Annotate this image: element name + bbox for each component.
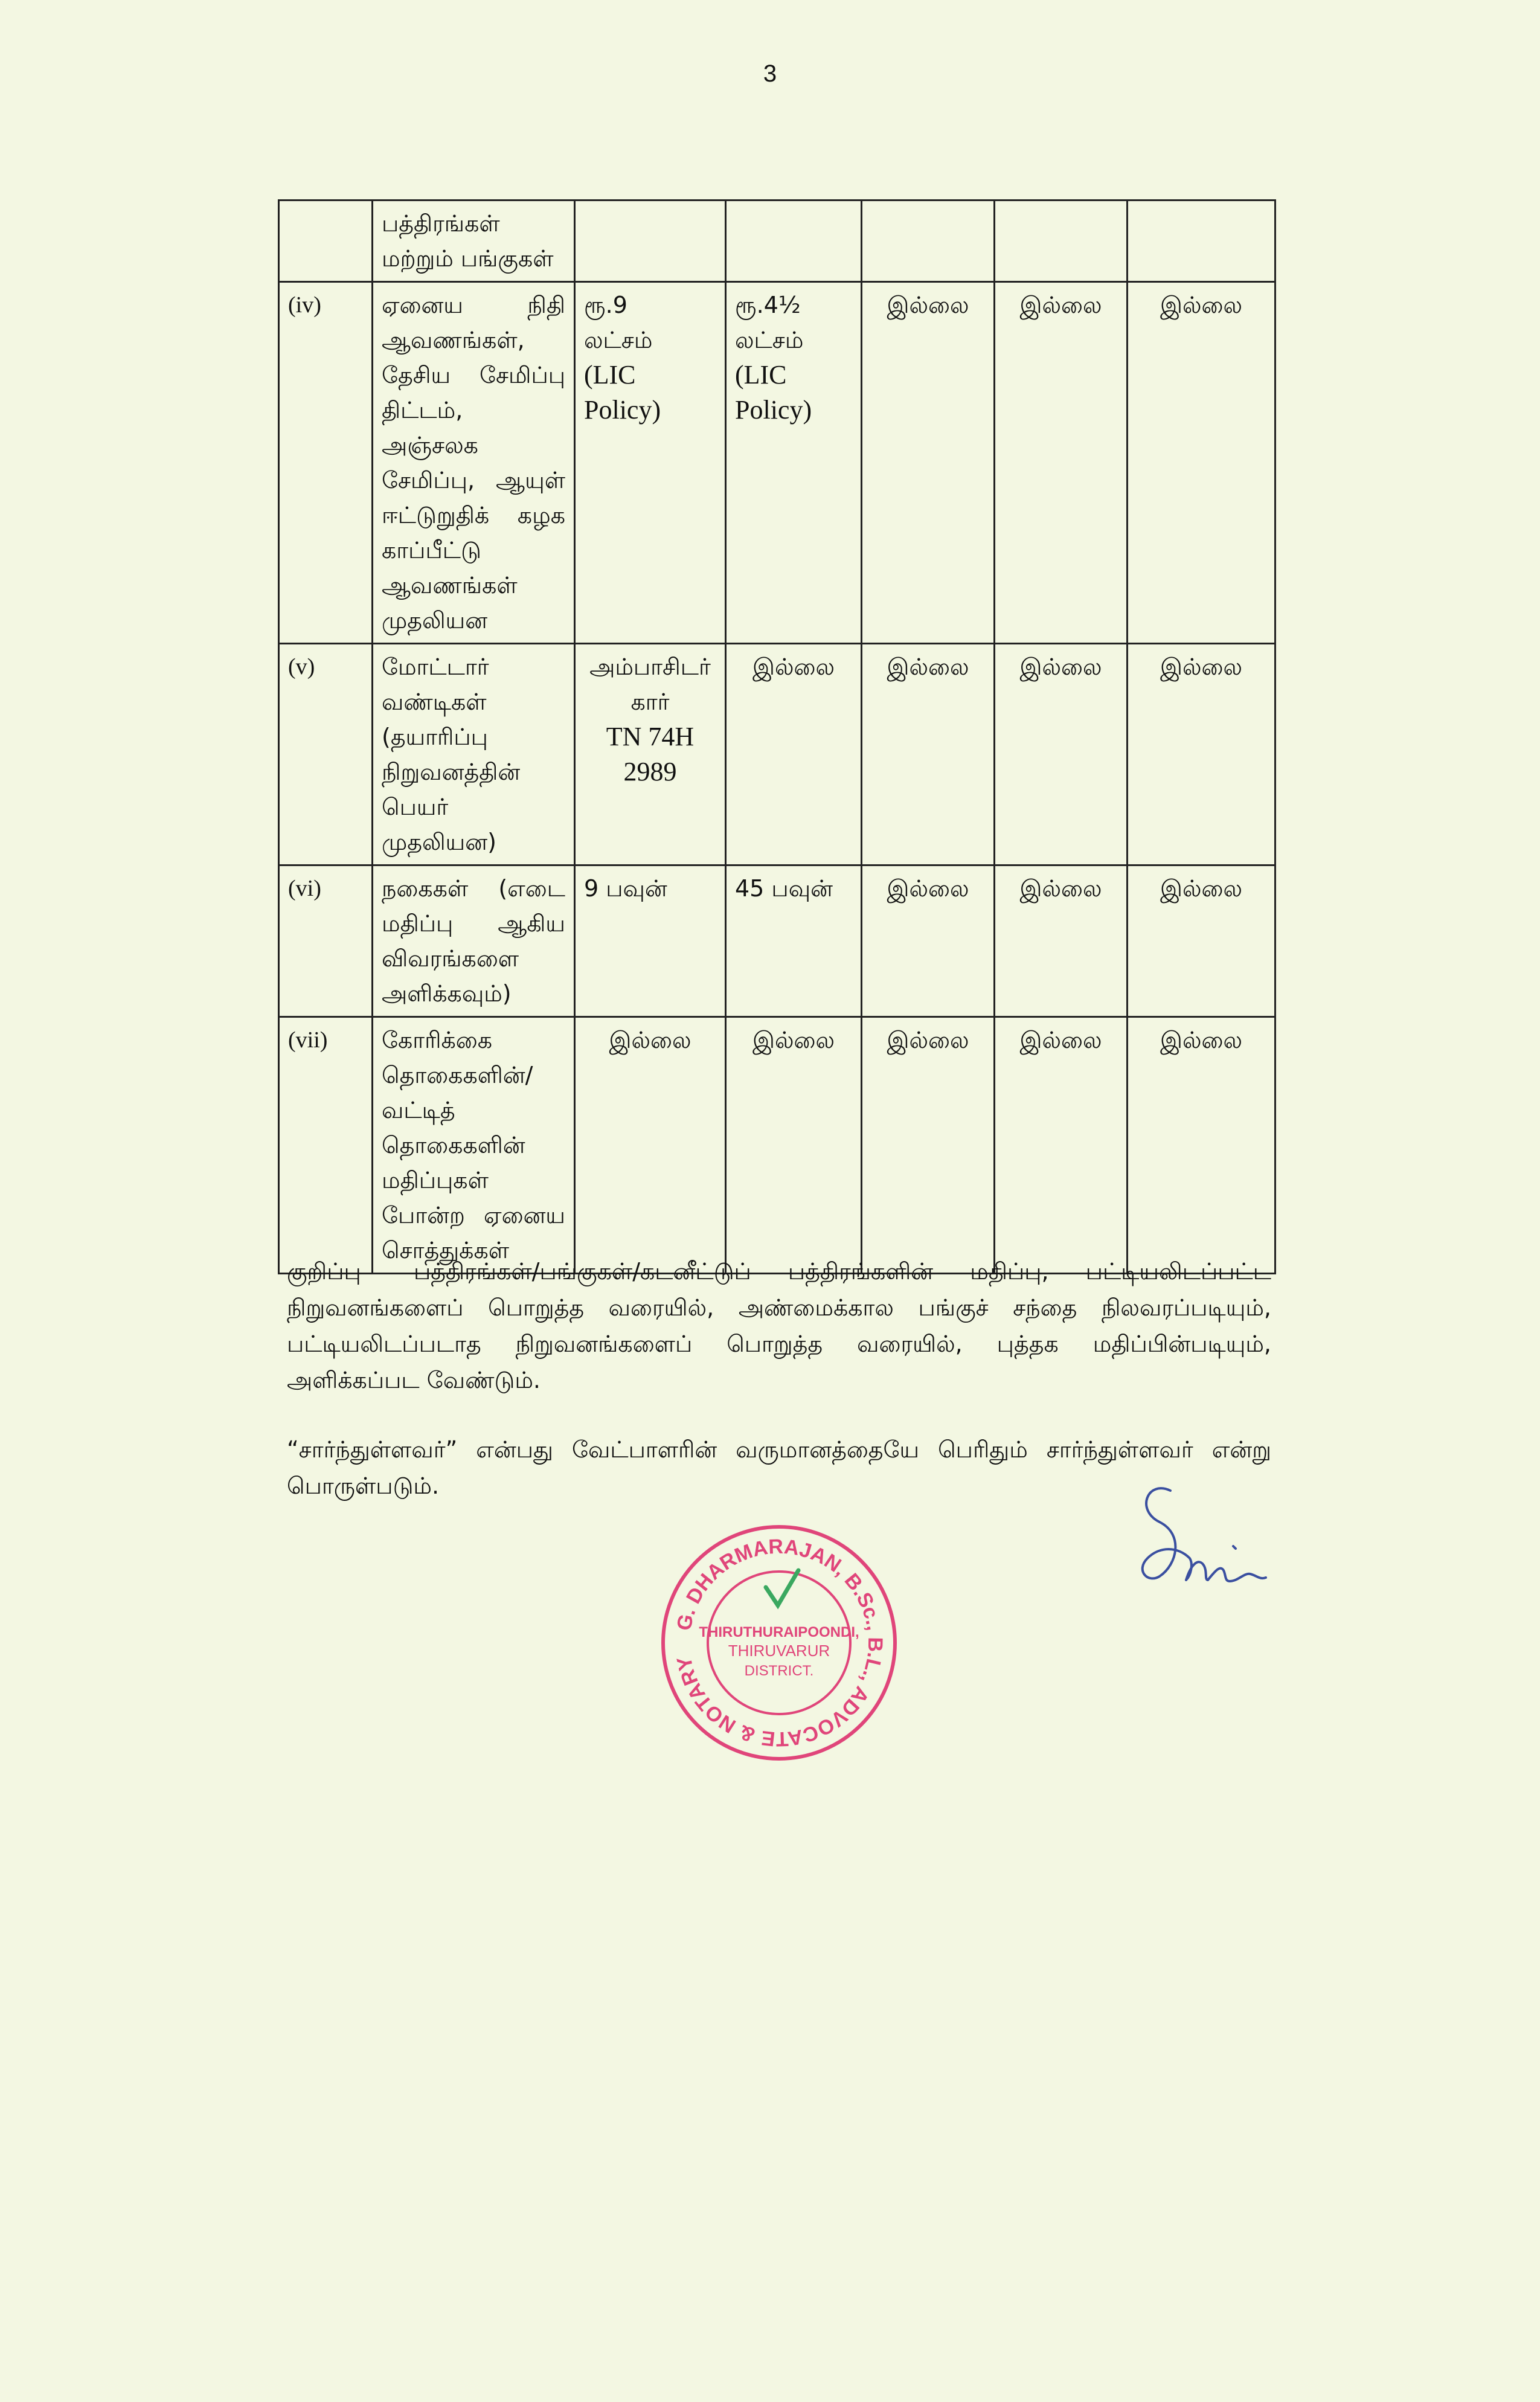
- dependent-1-value: இல்லை: [862, 1017, 995, 1274]
- self-value: [575, 865, 726, 1017]
- notary-stamp: [658, 1522, 900, 1764]
- assets-table: [278, 199, 1276, 1274]
- dependent-3-value: இல்லை: [1128, 865, 1275, 1017]
- dependent-3-value: [1128, 201, 1275, 282]
- check-mark-icon: [766, 1570, 798, 1605]
- cell-text: லட்சம்: [735, 327, 804, 353]
- spouse-value: [726, 644, 862, 865]
- row-number: (iv): [279, 282, 373, 644]
- dependent-1-value: இல்லை: [862, 644, 995, 865]
- table-row: [279, 201, 1275, 282]
- asset-description: ஏனைய நிதி ஆவணங்கள், தேசிய சேமிப்பு திட்டம், அஞ்சலக சேமிப்பு, ஆயுள் ஈட்டுறுதிக் கழக காப்பீட்டு ஆவணங்கள் முதலியன: [373, 282, 575, 644]
- table-row: [279, 1017, 1275, 1274]
- cell-text: 2989: [623, 757, 677, 786]
- cell-text: 45 பவுன்: [735, 875, 833, 902]
- stamp-line-3: DISTRICT.: [744, 1663, 814, 1679]
- row-number: (v): [279, 644, 373, 865]
- dependent-1-value: இல்லை: [862, 865, 995, 1017]
- row-number: [279, 201, 373, 282]
- cell-text: TN 74H: [606, 722, 695, 751]
- stamp-line-1: THIRUTHURAIPOONDI,: [699, 1624, 859, 1640]
- cell-text: கார்: [630, 689, 670, 715]
- self-value: [575, 644, 726, 865]
- cell-text: அம்பாசிடர்: [589, 653, 711, 680]
- note-text: பத்திரங்கள்/பங்குகள்/கடனீட்டுப் பத்திரங்களின் மதிப்பு, பட்டியலிடப்பட்ட நிறுவனங்களைப் பொறுத்த வரையில், அண்மைக்கால பங்குச் சந்தை நிலவரப்படியும், பட்டியலிடப்படாத நிறுவனங்களைப் பொறுத்த வரையில், புத்தக மதிப்பின்படியும், அளிக்கப்பட வேண்டும்.: [287, 1258, 1271, 1393]
- stamp-line-2: THIRUVARUR: [728, 1642, 830, 1660]
- dependent-definition: “சார்ந்துள்ளவர்” என்பது வேட்பாளரின் வருமானத்தையே பெரிதும் சார்ந்துள்ளவர் என்று பொருள்படும்.: [287, 1436, 1272, 1499]
- signature: [1123, 1474, 1268, 1594]
- cell-text: லட்சம்: [584, 327, 653, 353]
- asset-description: கோரிக்கை தொகைகளின்/ வட்டித் தொகைகளின் மதிப்புகள் போன்ற ஏனைய சொத்துக்கள்: [373, 1017, 575, 1274]
- self-value: [575, 1017, 726, 1274]
- dependent-2-value: இல்லை: [995, 644, 1128, 865]
- note-paragraph: [287, 1253, 1271, 1398]
- cell-text: ரூ.4½: [735, 292, 801, 318]
- spouse-value: [726, 865, 862, 1017]
- cell-text: (LIC: [584, 360, 636, 390]
- cell-text: 9 பவுன்: [584, 875, 667, 902]
- asset-description: பத்திரங்கள் மற்றும் பங்குகள்: [373, 201, 575, 282]
- note-label: குறிப்பு: [287, 1258, 361, 1285]
- dependent-2-value: [995, 201, 1128, 282]
- stamp-ring-text: G. DHARMARAJAN, B.Sc., B.L., ADVOCATE & NOTARY: [672, 1535, 887, 1751]
- self-value: [575, 282, 726, 644]
- dependent-2-value: இல்லை: [995, 865, 1128, 1017]
- asset-description: நகைகள் (எடை மதிப்பு ஆகிய விவரங்களை அளிக்கவும்): [373, 865, 575, 1017]
- table-row: [279, 644, 1275, 865]
- cell-text: Policy): [735, 395, 812, 425]
- dependent-1-value: இல்லை: [862, 282, 995, 644]
- page-number: 3: [763, 60, 777, 87]
- spouse-value: [726, 282, 862, 644]
- self-value: [575, 201, 726, 282]
- dependent-1-value: [862, 201, 995, 282]
- dependent-2-value: இல்லை: [995, 1017, 1128, 1274]
- table-row: [279, 282, 1275, 644]
- cell-text: இல்லை: [752, 1027, 835, 1053]
- cell-text: Policy): [584, 395, 661, 425]
- cell-text: ரூ.9: [584, 292, 627, 318]
- dependent-3-value: இல்லை: [1128, 644, 1275, 865]
- table-row: [279, 865, 1275, 1017]
- asset-description: மோட்டார் வண்டிகள் (தயாரிப்பு நிறுவனத்தின் பெயர் முதலியன): [373, 644, 575, 865]
- dependent-2-value: இல்லை: [995, 282, 1128, 644]
- dependent-3-value: இல்லை: [1128, 282, 1275, 644]
- dependent-3-value: இல்லை: [1128, 1017, 1275, 1274]
- spouse-value: [726, 1017, 862, 1274]
- spouse-value: [726, 201, 862, 282]
- row-number: (vi): [279, 865, 373, 1017]
- cell-text: (LIC: [735, 360, 787, 390]
- row-number: (vii): [279, 1017, 373, 1274]
- cell-text: இல்லை: [609, 1027, 691, 1053]
- cell-text: இல்லை: [752, 653, 835, 680]
